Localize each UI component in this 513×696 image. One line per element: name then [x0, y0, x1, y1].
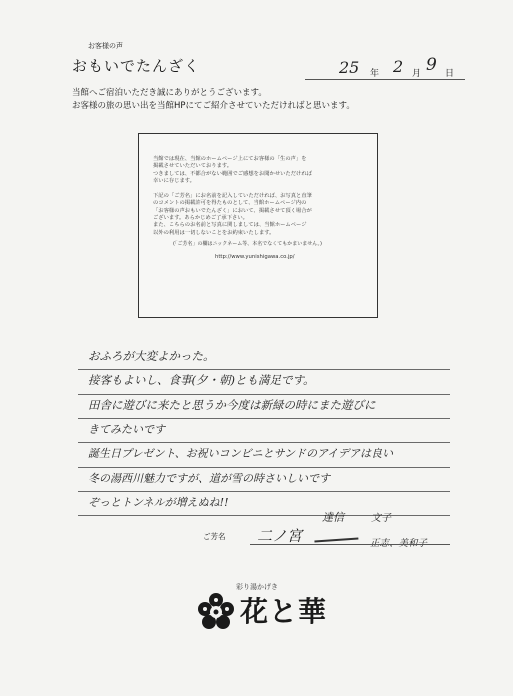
- notice-url[interactable]: http://www.yunishigawa.co.jp/: [215, 254, 295, 261]
- comment-rule: [78, 515, 450, 516]
- signature-name-given: 文子: [371, 513, 391, 524]
- notice-text: 掲載させていただいております。: [153, 163, 233, 170]
- comment-rule: [78, 394, 450, 395]
- comment-line: おふろが大変よかった。: [88, 349, 215, 363]
- signature-name-given: 正志、美和子: [370, 538, 428, 549]
- date-day: 9: [426, 55, 437, 75]
- signature-underline: [250, 544, 450, 545]
- notice-text: 「お客様の声おもいでたんざく」において、掲載させて頂く場合が: [153, 207, 312, 214]
- page-title: おもいでたんざく: [72, 57, 201, 75]
- notice-text: 幸いに存じます。: [153, 177, 195, 184]
- strikethrough-mark: [314, 525, 359, 542]
- date-field: [305, 55, 455, 80]
- notice-text: つきましては、不都合がない範囲でご感想をお聞かせいただければ: [153, 170, 312, 177]
- date-underline: [305, 79, 465, 80]
- flower-logo-icon: [195, 591, 237, 633]
- comment-rule: [78, 418, 450, 419]
- notice-note: (「ご芳名」の欄はニックネーム等、本名でなくてもかまいません。): [173, 240, 322, 247]
- date-month-unit: 月: [412, 69, 422, 79]
- signature-name-main: 二ノ宮: [257, 527, 303, 545]
- header-label: お客様の声: [88, 42, 123, 50]
- comment-line: 誕生日プレゼント、お祝いコンビニとサンドのアイデアは良い: [88, 447, 394, 460]
- comment-rule: [78, 369, 450, 370]
- intro-line-1: 当館へご宿泊いただき誠にありがとうございます。: [72, 88, 267, 98]
- notice-box: [138, 133, 378, 318]
- date-month: 2: [393, 57, 404, 76]
- logo-tagline: 彩り湯かげき: [236, 583, 278, 591]
- date-day-unit: 日: [445, 69, 455, 79]
- comment-line: 接客もよいし、食事(夕・朝)とも満足です。: [88, 373, 315, 387]
- notice-text: のコメントの掲載許可を得たものとして、当館ホームページ内の: [153, 200, 307, 207]
- comment-line: 田舎に遊びに来たと思うか今度は新緑の時にまた遊びに: [88, 398, 376, 412]
- notice-text: 当館では現在、当館のホームページ上にてお客様の「生の声」を: [153, 156, 307, 162]
- notice-text: 以外の利用は一切しないことをお約束いたします。: [153, 229, 275, 236]
- intro-line-2: お客様の旅の思い出を当館HPにてご紹介させていただければと思います。: [72, 101, 355, 111]
- signature-name-given: 達信: [322, 511, 344, 524]
- date-year-unit: 年: [370, 69, 380, 79]
- notice-text: 下記の「ご芳名」にお名前を記入していただければ、お写真と直筆: [153, 193, 312, 200]
- comment-rule: [78, 467, 450, 468]
- date-year: 25: [339, 58, 360, 77]
- comment-rule: [78, 442, 450, 443]
- signature-label: ご芳名: [203, 532, 226, 541]
- comment-line: ぞっとトンネルが増えぬね!!: [88, 496, 229, 509]
- comment-line: 冬の湯西川魅力ですが、道が雪の時さいしいです: [88, 472, 330, 485]
- notice-text: また、こちらのお名前と写真に関しましては、当館ホームページ: [153, 222, 307, 229]
- comment-rule: [78, 491, 450, 492]
- comment-line: きてみたいです: [88, 423, 165, 436]
- notice-text: ございます。あらかじめご了承下さい。: [153, 215, 248, 222]
- logo-name: 花と華: [240, 595, 328, 628]
